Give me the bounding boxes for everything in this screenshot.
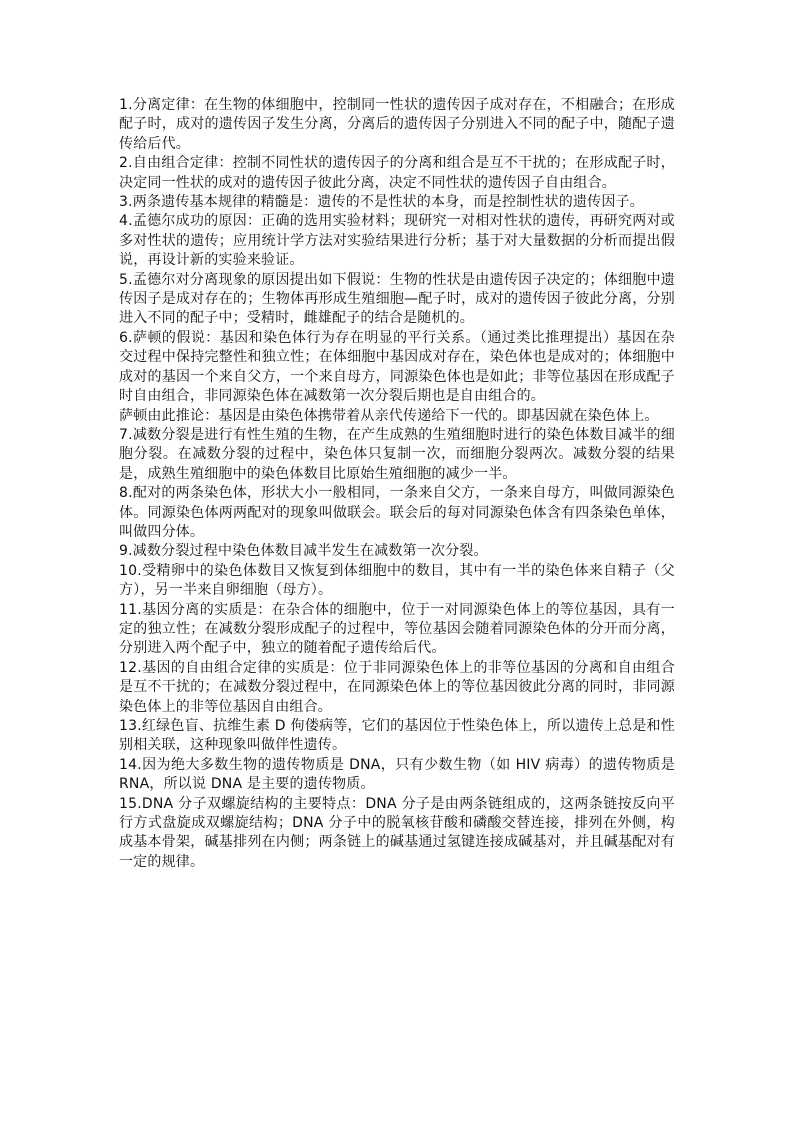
paragraph-1: 1.分离定律：在生物的体细胞中，控制同一性状的遗传因子成对存在，不相融合；在形成配子时，成对的遗传因子发生分离，分离后的遗传因子分别进入不同的配子中，随配子遗传给后代。 xyxy=(119,97,675,152)
paragraph-12: 12.基因的自由组合定律的实质是：位于非同源染色体上的非等位基因的分离和自由组合是互不干扰的；在减数分裂过程中，在同源染色体上的等位基因彼此分离的同时，非同源染色体上的非等位基因自由组合。 xyxy=(119,659,675,715)
paragraph-4: 4.孟德尔成功的原因：正确的选用实验材料；现研究一对相对性状的遗传，再研究两对或多对性状的遗传；应用统计学方法对实验结果进行分析；基于对大量数据的分析而提出假说，再设计新的实验来验证。 xyxy=(119,213,675,269)
paragraph-3: 3.两条遗传基本规律的精髓是：遗传的不是性状的本身，而是控制性状的遗传因子。 xyxy=(119,194,644,211)
paragraph-2: 2.自由组合定律：控制不同性状的遗传因子的分离和组合是互不干扰的；在形成配子时，决定同一性状的成对的遗传因子彼此分离，决定不同性状的遗传因子自由组合。 xyxy=(119,155,675,191)
paragraph-6: 6.萨顿的假说：基因和染色体行为存在明显的平行关系。（通过类比推理提出）基因在杂交过程中保持完整性和独立性；在体细胞中基因成对存在，染色体也是成对的；体细胞中成对的基因一个来自父方，一个来自母方，同源染色体也是如此；非等位基因在形成配子时自由组合，非同源染色体在减数第一次分裂后期也是自由组合的。 xyxy=(119,329,675,405)
document-body xyxy=(119,96,675,872)
paragraph-15: 15.DNA 分子双螺旋结构的主要特点：DNA 分子是由两条链组成的，这两条链按反向平行方式盘旋成双螺旋结构；DNA 分子中的脱氧核苷酸和磷酸交替连接，排列在外侧，构成基本骨架，碱基排列在内侧；两条链上的碱基通过氢键连接成碱基对，并且碱基配对有一定的规律。 xyxy=(119,795,675,870)
paragraph-14: 14.因为绝大多数生物的遗传物质是 DNA，只有少数生物（如 HIV 病毒）的遗传物质是 RNA，所以说 DNA 是主要的遗传物质。 xyxy=(119,756,675,793)
paragraph-5: 5.孟德尔对分离现象的原因提出如下假说：生物的性状是由遗传因子决定的；体细胞中遗传因子是成对存在的；生物体再形成生殖细胞—配子时，成对的遗传因子彼此分离，分别进入不同的配子中；受精时，雌雄配子的结合是随机的。 xyxy=(119,271,675,327)
paragraph-11: 11.基因分离的实质是：在杂合体的细胞中，位于一对同源染色体上的等位基因，具有一定的独立性；在减数分裂形成配子的过程中，等位基因会随着同源染色体的分开而分离，分别进入两个配子中，独立的随着配子遗传给后代。 xyxy=(119,601,675,657)
paragraph-9: 9.减数分裂过程中染色体数目减半发生在减数第一次分裂。 xyxy=(119,543,488,560)
paragraph-6-conclusion: 萨顿由此推论：基因是由染色体携带着从亲代传递给下一代的。即基因就在染色体上。 xyxy=(119,407,659,424)
paragraph-13: 13.红绿色盲、抗维生素 D 佝偻病等，它们的基因位于性染色体上，所以遗传上总是和性别相关联，这种现象叫做伴性遗传。 xyxy=(119,718,675,754)
paragraph-8: 8.配对的两条染色体，形状大小一般相同，一条来自父方，一条来自母方，叫做同源染色体。同源染色体两两配对的现象叫做联会。联会后的每对同源染色体含有四条染色单体，叫做四分体。 xyxy=(119,485,675,540)
paragraph-10: 10.受精卵中的染色体数目又恢复到体细胞中的数目，其中有一半的染色体来自精子（父方），另一半来自卵细胞（母方）。 xyxy=(119,562,675,599)
paragraph-7: 7.减数分裂是进行有性生殖的生物，在产生成熟的生殖细胞时进行的染色体数目减半的细胞分裂。在减数分裂的过程中，染色体只复制一次，而细胞分裂两次。减数分裂的结果是，成熟生殖细胞中的染色体数目比原始生殖细胞的减少一半。 xyxy=(119,426,675,482)
